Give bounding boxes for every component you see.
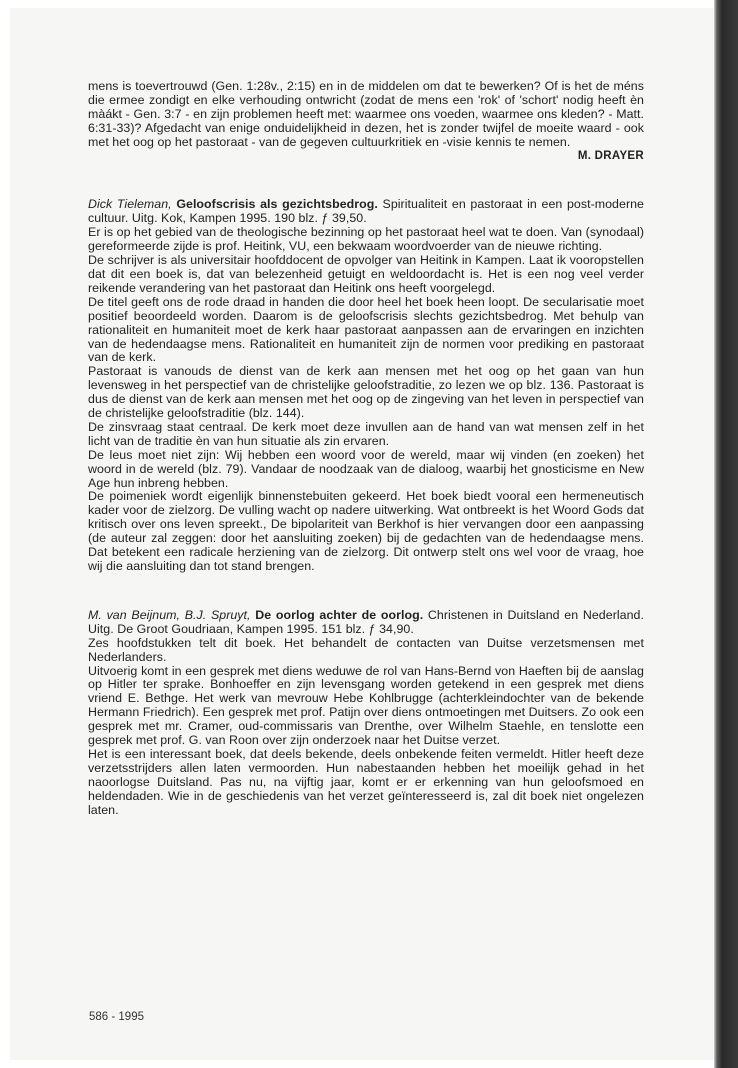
- review-paragraph: De titel geeft ons de rode draad in handen die door heel het boek heen loopt. De secularisatie moet positief beoordeeld worden. Daarom is de geloofscrisis slechts gezichtsbedrog. Met behulp van rationaliteit en humaniteit moet de kerk haar pastoraat aanpassen aan de ervaringen en inzichten van de hedendaagse mens. Rationaliteit en humaniteit zijn de normen voor prediking en pastoraat van de kerk.: [88, 294, 644, 365]
- review-paragraph: Uitvoerig komt in een gesprek met diens weduwe de rol van Hans-Bernd von Haeften bij de aanslag op Hitler ter sprake. Bonhoeffer en zijn levensgang worden getekend in een gesprek met diens vriend E. Bethge. Het werk van mevrouw Hebe Kohlbrugge (achterkleindochter van de bekende Hermann Friedrich). Een gesprek met prof. Patijn over diens ontmoetingen met Duitsers. Zo ook een gesprek met mr. Cramer, oud-commissaris van Drenthe, over Wilhelm Staehle, en tenslotte een gesprek met prof. G. van Roon over zijn onderzoek naar het Duitse verzet.: [88, 663, 644, 748]
- review-book-details: Spiritualiteit en pastoraat in een post-moderne cultuur. Uitg. Kok, Kampen 1995. 190 blz. ƒ 39,50.: [88, 197, 644, 226]
- review-heading: [88, 609, 644, 637]
- review-paragraph: Het is een interessant boek, dat deels bekende, deels onbekende feiten vermeldt. Hitler heeft deze verzetsstrijders allen laten vermoorden. Hun nabestaanden hebben het moeilijk gehad in het naoorlogse Duitsland. Pas nu, na vijftig jaar, komt er er erkenning van hun geloofsmoed en heldendaden. Wie in de geschiedenis van het verzet geïnteresseerd is, zal dit boek niet ongelezen laten.: [88, 746, 644, 817]
- review-van-beijnum: [88, 609, 644, 818]
- review-book-title: De oorlog achter de oorlog.: [255, 607, 424, 622]
- review-paragraph: Er is op het gebied van de theologische bezinning op het pastoraat heel wat te doen. Van (synodaal) gereformeerde zijde is prof. Heitink, VU, een bekwaam woordvoerder van de nieuwe richting.: [88, 225, 644, 254]
- review-author: Dick Tieleman,: [88, 197, 172, 212]
- review-paragraph: De zinsvraag staat centraal. De kerk moet deze invullen aan de hand van wat mensen zelf in het licht van de traditie èn van hun situatie als zin ervaren.: [88, 419, 644, 448]
- review-author: M. van Beijnum, B.J. Spruyt,: [88, 607, 251, 622]
- review-book-details: Christenen in Duitsland en Nederland. Uitg. De Groot Goudriaan, Kampen 1995. 151 blz. ƒ 34,90.: [88, 607, 644, 636]
- review-book-title: Geloofscrisis als gezichtsbedrog.: [176, 197, 378, 212]
- review-tieleman: [88, 198, 644, 573]
- scan-top-margin: [0, 0, 738, 8]
- page-number: 586 - 1995: [89, 1011, 144, 1023]
- review-paragraph: Zes hoofdstukken telt dit boek. Het behandelt de contacten van Duitse verzetsmensen met Nederlanders.: [88, 635, 644, 664]
- scan-binding-edge: [714, 0, 738, 1068]
- intro-paragraph: mens is toevertrouwd (Gen. 1:28v., 2:15) en in de middelen om dat te bewerken? Of is het de méns die ermee zondigt en elke verhouding ontwricht (zodat de mens een 'rok' of 'schort' nodig heeft èn màákt - Gen. 3:7 - en zijn problemen heeft met: waarmee ons voeden, waarmee ons kleden? - Matt. 6:31-33)? Afgedacht van enige onduidelijkheid in dezen, het is zonder twijfel de moeite waard - ook met het oog op het pastoraat - van de gegeven cultuurkritiek en -visie kennis te nemen.: [88, 79, 644, 149]
- review-signature: M. DRAYER: [577, 149, 644, 162]
- review-paragraph: De leus moet niet zijn: Wij hebben een woord voor de wereld, maar wij vinden (en zoeken) het woord in de wereld (blz. 79). Vandaar de noodzaak van de dialoog, waarbij het gnosticisme en New Age hun inbreng hebben.: [88, 447, 644, 490]
- page-body: [88, 80, 644, 818]
- review-paragraph: De poimeniek wordt eigenlijk binnenstebuiten gekeerd. Het boek biedt vooral een hermeneutisch kader voor de zielzorg. De vulling wacht op nadere uitwerking. Wat ontbreekt is het Woord Gods dat kritisch over ons leven spreekt., De bipolariteit van Berkhof is hier vervangen door een aanpassing (de auteur zal zeggen: door het aansluiting zoeken) bij de gedachten van de hedendaagse mens. Dat betekent een radicale herziening van de zielzorg. Dit ontwerp stelt ons wel voor de vraag, hoe wij die aansluiting dan tot stand brengen.: [88, 489, 644, 573]
- review-paragraph: Pastoraat is vanouds de dienst van de kerk aan mensen met het oog op het gaan van hun levensweg in het perspectief van de christelijke geloofstraditie, zo lezen we op blz. 136. Pastoraat is dus de dienst van de kerk aan mensen met het oog op de zingeving van het leven in perspectief van de christelijke geloofstraditie (blz. 144).: [88, 364, 644, 421]
- review-heading: [88, 198, 644, 226]
- review-paragraph: De schrijver is als universitair hoofddocent de opvolger van Heitink in Kampen. Laat ik vooropstellen dat dit een boek is, dat van belezenheid getuigt en weldoordacht is. Het is een nog veel verder reikende verandering van het pastoraat dan Heitink ons heeft voorgelegd.: [88, 253, 644, 295]
